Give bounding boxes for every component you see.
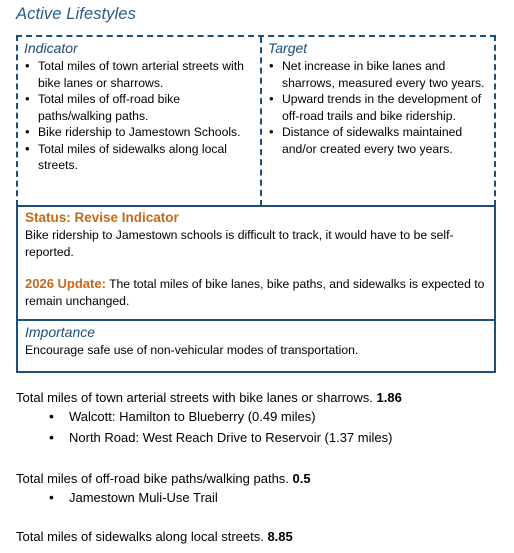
arterial-label: Total miles of town arterial streets with bike lanes or sharrows. — [16, 390, 377, 405]
indicator-item: • Total miles of off-road bike paths/walking paths. — [24, 91, 255, 124]
page-title: Active Lifestyles — [16, 5, 136, 23]
arterial-value: 1.86 — [376, 390, 402, 405]
indicator-item: • Bike ridership to Jamestown Schools. — [24, 124, 255, 141]
indicator-heading: Indicator — [24, 40, 78, 56]
arterial-summary — [16, 389, 506, 406]
status-text: Bike ridership to Jamestown schools is difficult to track, it would have to be self-reported. — [25, 228, 454, 259]
offroad-summary — [16, 470, 506, 487]
target-column — [262, 37, 494, 206]
sidewalks-label: Total miles of sidewalks along local streets. — [16, 529, 268, 544]
target-item: • Distance of sidewalks maintained and/or created every two years. — [268, 124, 489, 157]
indicator-list — [24, 58, 255, 174]
importance-section — [16, 319, 496, 373]
update-paragraph — [25, 276, 489, 309]
indicator-column — [18, 37, 262, 206]
importance-heading: Importance — [25, 324, 96, 340]
indicator-item: • Total miles of town arterial streets with bike lanes or sharrows. — [24, 58, 255, 91]
update-text: The total miles of bike lanes, bike paths, and sidewalks is expected to remain unchanged. — [25, 277, 485, 308]
indicator-target-table — [16, 35, 496, 206]
target-item: • Net increase in bike lanes and sharrows, measured every two years. — [268, 58, 489, 91]
sidewalks-summary — [16, 528, 506, 545]
indicator-item: • Total miles of sidewalks along local streets. — [24, 141, 255, 174]
status-section — [16, 205, 496, 319]
sidewalks-value: 8.85 — [267, 529, 293, 544]
offroad-list — [49, 487, 218, 508]
offroad-value: 0.5 — [292, 471, 311, 486]
target-item: • Upward trends in the development of off-road trails and bike ridership. — [268, 91, 489, 124]
target-heading: Target — [268, 40, 308, 56]
arterial-list — [49, 406, 392, 448]
importance-text: Encourage safe use of non-vehicular modes of transportation. — [25, 343, 359, 357]
update-label: 2026 Update: — [25, 276, 106, 291]
arterial-item: • Walcott: Hamilton to Blueberry (0.49 miles) — [49, 406, 392, 427]
status-heading: Status: Revise Indicator — [25, 210, 179, 225]
offroad-item: • Jamestown Muli-Use Trail — [49, 487, 218, 508]
offroad-label: Total miles of off-road bike paths/walking paths. — [16, 471, 293, 486]
target-list — [268, 58, 489, 157]
arterial-item: • North Road: West Reach Drive to Reservoir (1.37 miles) — [49, 427, 392, 448]
